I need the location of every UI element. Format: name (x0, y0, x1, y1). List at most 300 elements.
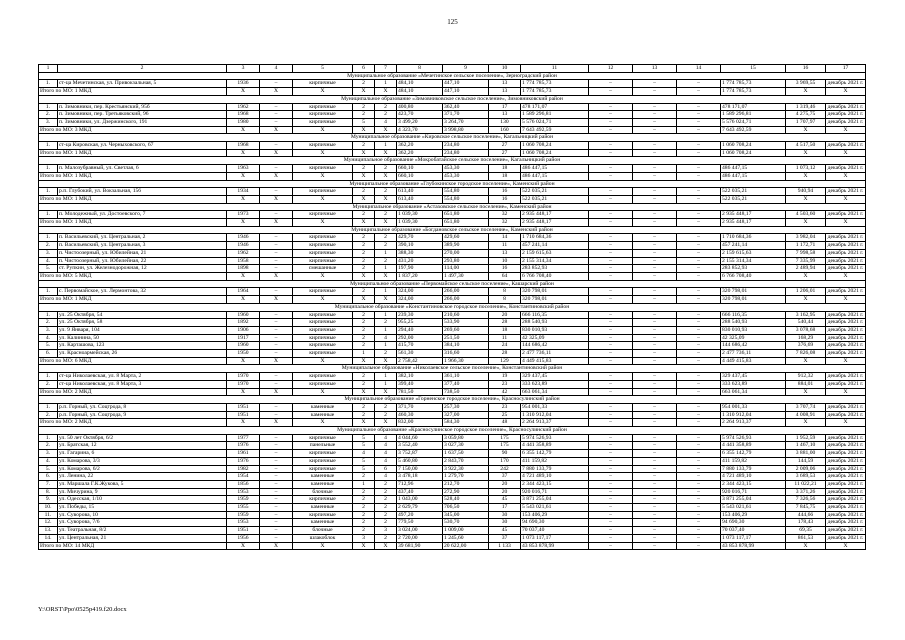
table-cell: 2 (375, 534, 397, 542)
table-cell: 2 (375, 234, 397, 242)
table-cell: 153 406,29 (521, 511, 589, 519)
table-cell: 1 310 912,04 (521, 411, 589, 419)
table-cell: 2 935 448,17 (721, 211, 786, 219)
table-cell: 2 (353, 249, 375, 257)
table-cell: 371,70 (397, 403, 443, 411)
table-cell: X (227, 357, 260, 365)
table-cell: 2 (353, 242, 375, 250)
table-cell: – (677, 334, 721, 342)
table-cell: 257,30 (443, 403, 489, 411)
table-cell: 2 (375, 511, 397, 519)
table-cell: 1 073 117,17 (521, 534, 589, 542)
table-cell: 3 982,04 (786, 234, 826, 242)
table-cell: 1962 (227, 249, 260, 257)
table-row (39, 103, 866, 111)
table-cell: – (633, 272, 677, 280)
table-cell: кирпичные (293, 326, 353, 334)
table-cell: 663 061,34 (521, 388, 589, 396)
table-cell: X (786, 272, 826, 280)
table-cell: – (677, 188, 721, 196)
table-cell: 239,30 (397, 311, 443, 319)
table-cell: кирпичные (293, 211, 353, 219)
table-cell: – (633, 527, 677, 535)
table-cell: 522 035,21 (721, 195, 786, 203)
table-cell: 1950 (227, 350, 260, 358)
table-cell: – (589, 457, 633, 465)
subtotal-label-cell: Итого по МО: 2 МКД (39, 388, 227, 396)
table-cell: 3. (39, 450, 58, 458)
table-cell: 324,00 (397, 296, 443, 304)
table-cell: 2. (39, 242, 58, 250)
table-cell: ул. 9 Января, 104 (58, 326, 227, 334)
table-cell: 4 (375, 118, 397, 126)
table-cell: – (589, 373, 633, 381)
table-cell: – (260, 373, 293, 381)
table-cell: ул. Братская, 12 (58, 442, 227, 450)
column-number-cell: 15 (721, 65, 786, 73)
table-cell: – (633, 519, 677, 527)
table-cell: 522 035,21 (521, 188, 589, 196)
table-row (39, 434, 866, 442)
table-cell: – (677, 496, 721, 504)
column-number-cell: 1 (39, 65, 58, 73)
table-cell: – (633, 480, 677, 488)
table-cell: 1 774 785,73 (721, 88, 786, 96)
table-cell: X (227, 88, 260, 96)
table-cell: декабрь 2021 г. (826, 142, 866, 150)
table-cell: 1951 (227, 527, 260, 535)
table-cell: 371,70 (443, 111, 489, 119)
table-cell: 3 162,95 (786, 311, 826, 319)
table-cell: 69,35 (786, 527, 826, 535)
table-cell: – (633, 357, 677, 365)
table-cell: – (633, 319, 677, 327)
table-cell: 3 871 255,04 (721, 496, 786, 504)
table-cell: декабрь 2021 г. (826, 473, 866, 481)
table-cell: кирпичные (293, 380, 353, 388)
table-cell: 376,69 (786, 342, 826, 350)
subtotal-label-cell: Итого по МО: 2 МКД (39, 419, 227, 427)
table-cell: – (633, 450, 677, 458)
table-cell: 2 (375, 257, 397, 265)
table-cell: X (260, 88, 293, 96)
table-cell: 48 (489, 419, 521, 427)
table-cell: 457 241,14 (521, 242, 589, 250)
table-cell: 362,40 (443, 103, 489, 111)
section-header-row (39, 280, 866, 288)
section-header-row (39, 95, 866, 103)
table-cell: – (589, 188, 633, 196)
table-cell: 2 (375, 411, 397, 419)
table-cell: 70 037,40 (521, 527, 589, 535)
table-cell: 1 589 296,81 (521, 111, 589, 119)
table-row (39, 326, 866, 334)
table-cell: – (677, 450, 721, 458)
column-number-cell: 14 (677, 65, 721, 73)
table-cell: X (293, 542, 353, 550)
table-cell: блочные (293, 488, 353, 496)
column-number-cell: 10 (489, 65, 521, 73)
table-cell: X (375, 172, 397, 180)
table-cell: 20 (489, 311, 521, 319)
table-cell: 666 116,35 (721, 311, 786, 319)
table-cell: – (260, 288, 293, 296)
section-header-cell: Муниципальное образование «Горненское городское поселение», Красносулинский район (39, 396, 866, 404)
table-cell: – (589, 272, 633, 280)
table-cell: декабрь 2021 г. (826, 257, 866, 265)
table-cell: р.п. Горный, ул. Соцгрода, 8 (58, 403, 227, 411)
table-cell: 1 589 296,81 (721, 111, 786, 119)
table-cell: кирпичные (293, 450, 353, 458)
table-cell: 3 499,20 (397, 118, 443, 126)
table-cell: 2 (375, 519, 397, 527)
subtotal-label-cell: Итого по МО: 1 МКД (39, 172, 227, 180)
table-cell: – (589, 519, 633, 527)
table-cell: X (353, 542, 375, 550)
table-cell: 2 009,06 (786, 465, 826, 473)
table-cell: 1 (353, 480, 375, 488)
table-cell: – (260, 496, 293, 504)
table-cell: 283 852,93 (521, 265, 589, 273)
table-cell: 160 (489, 126, 521, 134)
table-cell: X (260, 357, 293, 365)
table-row (39, 211, 866, 219)
table-cell: 7 335,99 (786, 257, 826, 265)
section-header-cell: Муниципальное образование «Мечетинское сельское поселение», Зерноградский район (39, 72, 866, 80)
table-cell: 39 681,90 (397, 542, 443, 550)
table-cell: – (589, 403, 633, 411)
table-cell: – (677, 380, 721, 388)
table-cell: X (353, 195, 375, 203)
table-cell: 3 078,68 (786, 326, 826, 334)
column-number-cell: 11 (521, 65, 589, 73)
table-cell: 4 323,70 (397, 126, 443, 134)
table-cell: кирпичные (293, 257, 353, 265)
column-number-cell: 7 (375, 65, 397, 73)
table-cell: – (633, 311, 677, 319)
table-cell: 5 (353, 442, 375, 450)
table-cell: 2 (353, 342, 375, 350)
table-cell: X (227, 172, 260, 180)
table-cell: 712,96 (397, 480, 443, 488)
table-row (39, 504, 866, 512)
table-cell: X (293, 88, 353, 96)
table-cell: – (589, 342, 633, 350)
table-cell: – (589, 296, 633, 304)
table-cell: 1 (375, 380, 397, 388)
table-cell: – (260, 319, 293, 327)
section-header-row (39, 303, 866, 311)
table-cell: 920 016,71 (521, 488, 589, 496)
table-cell: 1970 (227, 373, 260, 381)
table-cell: 1 707,97 (786, 118, 826, 126)
table-cell: декабрь 2021 г. (826, 457, 866, 465)
table-cell: кирпичные (293, 311, 353, 319)
table-cell: – (589, 319, 633, 327)
table-cell: 3 922,30 (443, 465, 489, 473)
subtotal-label-cell: Итого по МО: 1 МКД (39, 219, 227, 227)
table-cell: – (589, 211, 633, 219)
table-cell: 324,00 (397, 288, 443, 296)
table-cell: – (677, 257, 721, 265)
table-cell: декабрь 2021 г. (826, 342, 866, 350)
table-cell: – (589, 434, 633, 442)
table-cell: кирпичные (293, 103, 353, 111)
table-cell: 153 406,29 (721, 511, 786, 519)
table-cell: – (633, 434, 677, 442)
table-cell: X (227, 542, 260, 550)
table-cell: 478 171,07 (721, 103, 786, 111)
table-cell: 2 (353, 373, 375, 381)
table-cell: X (826, 195, 866, 203)
table-cell: 1. (39, 142, 58, 150)
table-cell: – (260, 527, 293, 535)
table-cell: – (589, 126, 633, 134)
table-cell: 1 (375, 80, 397, 88)
table-cell: 1 060 708,24 (721, 142, 786, 150)
table-cell: панельные (293, 442, 353, 450)
table-row (39, 334, 866, 342)
table-cell: шлакоблок (293, 534, 353, 542)
table-cell: декабрь 2021 г. (826, 242, 866, 250)
table-cell: кирпичные (293, 249, 353, 257)
table-cell: п. Чистоозерный, ул. Юбилейная, 22 (58, 257, 227, 265)
table-cell: 144 686,42 (521, 342, 589, 350)
table-cell: – (260, 326, 293, 334)
table-cell: кирпичные (293, 165, 353, 173)
table-cell: 390,10 (397, 242, 443, 250)
table-cell: кирпичные (293, 234, 353, 242)
table-cell: 7 643 492,59 (521, 126, 589, 134)
table-cell: 1 774 785,73 (521, 88, 589, 96)
subtotal-row (39, 542, 866, 550)
table-cell: 168,29 (786, 334, 826, 342)
table-cell: 266,00 (443, 288, 489, 296)
table-cell: 1 (375, 249, 397, 257)
table-cell: 2. (39, 442, 58, 450)
table-row (39, 165, 866, 173)
table-cell: – (633, 234, 677, 242)
table-cell: – (589, 334, 633, 342)
table-cell: кирпичные (293, 242, 353, 250)
table-cell: – (260, 188, 293, 196)
table-cell: 429,70 (397, 234, 443, 242)
table-cell: – (677, 357, 721, 365)
table-cell: 2 758,42 (397, 357, 443, 365)
table-cell: 2 (375, 103, 397, 111)
subtotal-row (39, 357, 866, 365)
table-cell: кирпичные (293, 319, 353, 327)
table-cell: 1968 (227, 111, 260, 119)
table-cell: 272,90 (443, 488, 489, 496)
table-cell: 2 (353, 504, 375, 512)
table-cell: – (589, 111, 633, 119)
table-cell: 3 969,55 (786, 80, 826, 88)
table-cell: 4 721 489,10 (721, 473, 786, 481)
table-cell: декабрь 2021 г. (826, 496, 866, 504)
table-cell: – (589, 527, 633, 535)
table-cell: кирпичные (293, 465, 353, 473)
table-cell: ул. Калинина, 50 (58, 334, 227, 342)
table-cell: – (633, 350, 677, 358)
table-cell: – (589, 450, 633, 458)
table-cell: – (677, 342, 721, 350)
column-number-cell: 8 (397, 65, 443, 73)
table-cell: 522 035,21 (521, 195, 589, 203)
table-cell: ул. Карташова, 123 (58, 342, 227, 350)
table-cell: 3 027,30 (443, 442, 489, 450)
table-cell: 1 (375, 373, 397, 381)
table-cell: ул. Маршала Г.К.Жукова, 5 (58, 480, 227, 488)
table-row (39, 249, 866, 257)
table-cell: X (293, 272, 353, 280)
table-cell: 170 (489, 457, 521, 465)
table-cell: 453,30 (443, 165, 489, 173)
table-cell: – (260, 488, 293, 496)
table-cell: 460,30 (397, 411, 443, 419)
table-row (39, 188, 866, 196)
table-cell: 24 (489, 342, 521, 350)
table-cell: 1 279,70 (443, 473, 489, 481)
table-cell: 497,20 (397, 511, 443, 519)
table-cell: 1 (375, 265, 397, 273)
table-cell: – (633, 411, 677, 419)
table-cell: 1 837,20 (397, 272, 443, 280)
subtotal-label-cell: Итого по МО: 14 МКД (39, 542, 227, 550)
table-cell: 11 (489, 242, 521, 250)
table-cell: – (633, 88, 677, 96)
table-cell: 388,30 (397, 249, 443, 257)
table-cell: 251,50 (443, 334, 489, 342)
table-cell: 1 133 (489, 542, 521, 550)
table-cell: 399,40 (397, 380, 443, 388)
table-cell: ул. 25 Октября, 58 (58, 319, 227, 327)
table-cell: 1 009,00 (443, 527, 489, 535)
table-cell: X (786, 195, 826, 203)
table-cell: 2 159 615,63 (521, 249, 589, 257)
table-cell: 2 (353, 403, 375, 411)
table-cell: декабрь 2021 г. (826, 249, 866, 257)
table-cell: каменные (293, 473, 353, 481)
table-cell: 533,90 (443, 319, 489, 327)
table-cell: – (589, 465, 633, 473)
section-header-row (39, 226, 866, 234)
table-row (39, 519, 866, 527)
table-row (39, 411, 866, 419)
table-row (39, 265, 866, 273)
table-cell: 5. (39, 342, 58, 350)
table-cell: – (260, 411, 293, 419)
table-cell: X (786, 88, 826, 96)
table-cell: ст. Рупкин, ул. Железнодорожная, 12 (58, 265, 227, 273)
table-cell: 320 798,01 (521, 288, 589, 296)
table-cell: – (677, 504, 721, 512)
table-cell: – (677, 534, 721, 542)
table-row (39, 457, 866, 465)
table-cell: 42 325,09 (721, 334, 786, 342)
table-cell: 554,80 (443, 188, 489, 196)
table-cell: X (786, 542, 826, 550)
table-cell: 2 720,00 (397, 534, 443, 542)
table-cell: – (260, 465, 293, 473)
table-cell: 1954 (227, 473, 260, 481)
table-cell: – (677, 219, 721, 227)
table-cell: X (260, 195, 293, 203)
table-cell: ст-ца Николаевская, ул. 8 Марта, 2 (58, 373, 227, 381)
table-cell: кирпичные (293, 118, 353, 126)
table-cell: – (260, 249, 293, 257)
table-cell: 2 (353, 103, 375, 111)
table-cell: 955,25 (397, 319, 443, 327)
table-cell: 2 (353, 319, 375, 327)
table-row (39, 403, 866, 411)
table-cell: 1 060 708,24 (521, 142, 589, 150)
table-cell: – (589, 195, 633, 203)
table-cell: 431,20 (397, 257, 443, 265)
table-cell: – (633, 142, 677, 150)
table-cell: 486 447,15 (521, 165, 589, 173)
table-cell: 5 (353, 465, 375, 473)
table-cell: 18 (489, 326, 521, 334)
table-cell: – (260, 442, 293, 450)
table-cell: – (589, 504, 633, 512)
table-cell: 2. (39, 319, 58, 327)
table-cell: 6 766 708,40 (721, 272, 786, 280)
section-header-cell: Муниципальное образование «Зимовниковское сельское поселение», Зимовниковский район (39, 95, 866, 103)
table-cell: 2 (353, 265, 375, 273)
table-cell: 10 (489, 257, 521, 265)
table-row (39, 496, 866, 504)
table-cell: 3 371,26 (786, 488, 826, 496)
table-cell: смешанные (293, 265, 353, 273)
table-cell: X (826, 542, 866, 550)
table-cell: – (633, 288, 677, 296)
table-cell: 175 (489, 442, 521, 450)
table-cell: – (589, 103, 633, 111)
table-cell: 1 966,30 (443, 357, 489, 365)
table-cell: – (260, 403, 293, 411)
table-cell: 1961 (227, 450, 260, 458)
table-cell: – (633, 534, 677, 542)
table-cell: – (677, 311, 721, 319)
table-cell: декабрь 2021 г. (826, 211, 866, 219)
table-cell: – (633, 496, 677, 504)
subtotal-label-cell: Итого по МО: 1 МКД (39, 88, 227, 96)
table-cell: 2 843,70 (443, 457, 489, 465)
column-number-cell: 2 (58, 65, 227, 73)
subtotal-label-cell: Итого по МО: 1 МКД (39, 149, 227, 157)
table-cell: X (260, 542, 293, 550)
table-cell: – (677, 249, 721, 257)
table-cell: 1 774 785,73 (521, 80, 589, 88)
table-row (39, 80, 866, 88)
table-cell: – (260, 142, 293, 150)
table-cell: 940,94 (786, 188, 826, 196)
table-cell: – (260, 80, 293, 88)
table-cell: – (633, 188, 677, 196)
table-cell: – (589, 265, 633, 273)
table-cell: X (260, 388, 293, 396)
table-cell: 3. (39, 118, 58, 126)
section-header-cell: Муниципальное образование «Красносулинское городское поселение», Красносулинский район (39, 427, 866, 435)
table-cell: 13 (489, 111, 521, 119)
table-cell: – (633, 334, 677, 342)
table-cell: 7 880 133,79 (721, 465, 786, 473)
table-row (39, 242, 866, 250)
table-cell: 2 (353, 165, 375, 173)
section-header-cell: Муниципальное образование «Константиновское городское поселение», Константиновский район (39, 303, 866, 311)
table-cell: X (227, 388, 260, 396)
